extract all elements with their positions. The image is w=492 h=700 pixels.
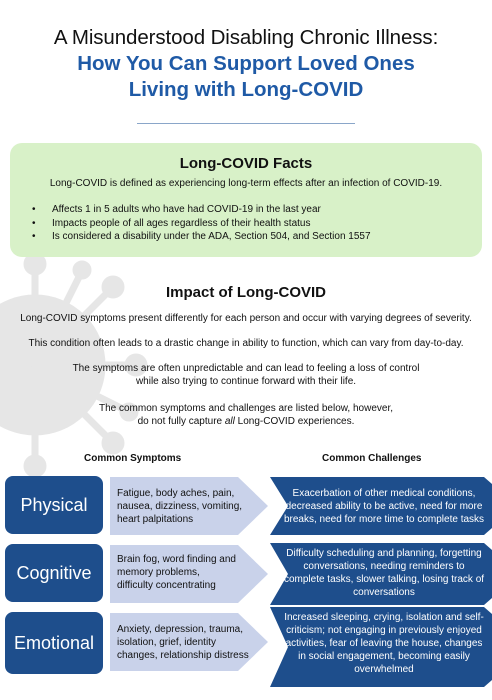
category-label-physical: Physical <box>5 476 103 534</box>
impact-paragraph-3-line-2: while also trying to continue forward with their life. <box>135 376 357 387</box>
facts-list <box>30 203 371 244</box>
row-emotional <box>0 610 492 674</box>
symptom-line: memory problems, <box>117 567 200 578</box>
impact-paragraph-2: This condition often leads to a drastic change in ability to function, which can vary from day-to-day. <box>28 338 464 349</box>
challenge-line: Exacerbation of other medical conditions, <box>292 488 476 499</box>
row-physical <box>0 474 492 538</box>
page-title: A Misunderstood Disabling Chronic Illness: <box>53 26 439 49</box>
challenge-line: in social engagement, becoming easily <box>298 651 470 662</box>
facts-description: Long-COVID is defined as experiencing long-term effects after an infection of COVID-19. <box>49 178 443 189</box>
facts-item: • Impacts people of all ages regardless of their health status <box>30 217 371 231</box>
subtitle-line-2: Living with Long-COVID <box>128 78 364 101</box>
symptoms-text <box>117 553 257 592</box>
impact-paragraph-4-line-2 <box>0 415 492 428</box>
subtitle-line-1: How You Can Support Loved Ones <box>77 52 415 75</box>
challenges-text <box>280 487 488 526</box>
challenges-text <box>280 611 488 676</box>
challenge-line: overwhelmed <box>354 664 414 675</box>
symptoms-header: Common Symptoms <box>84 453 182 464</box>
impact-paragraph-4-line-1: The common symptoms and challenges are listed below, however, <box>98 403 394 414</box>
impact-p4-post: Long-COVID experiences. <box>234 416 355 427</box>
impact-title: Impact of Long-COVID <box>166 284 326 301</box>
impact-p4-emphasis: all <box>224 416 235 427</box>
challenge-line: Difficulty scheduling and planning, forgetting <box>286 548 482 559</box>
symptoms-text <box>117 487 257 526</box>
category-label-emotional: Emotional <box>5 612 103 674</box>
challenge-line: Increased sleeping, crying, isolation and self- <box>284 612 484 623</box>
page-subtitle <box>0 51 492 103</box>
symptom-line: difficulty concentrating <box>117 580 216 591</box>
symptom-line: Brain fog, word finding and <box>117 554 236 565</box>
challenge-line: breaks, need for more time to complete tasks <box>283 514 485 525</box>
challenge-line: conversations <box>353 587 415 598</box>
facts-item: • Affects 1 in 5 adults who have had COVID-19 in the last year <box>30 203 371 217</box>
symptom-line: Fatigue, body aches, pain, <box>117 488 235 499</box>
row-cognitive <box>0 542 492 606</box>
symptom-line: changes, relationship distress <box>117 650 249 661</box>
challenge-line: criticism; not engaging in previously enjoyed <box>286 625 482 636</box>
symptom-line: isolation, grief, identity <box>117 637 216 648</box>
challenges-text <box>280 547 488 599</box>
symptom-line: nausea, dizziness, vomiting, <box>117 501 243 512</box>
challenge-line: conversations, needing reminders to <box>303 561 465 572</box>
impact-paragraph-3-line-1: The symptoms are often unpredictable and can lead to feeling a loss of control <box>72 363 420 374</box>
impact-paragraph-3 <box>0 362 492 388</box>
facts-panel <box>10 143 482 257</box>
challenge-line: activities, fear of leaving the house, changes <box>285 638 483 649</box>
facts-title: Long-COVID Facts <box>179 155 313 172</box>
category-label-cognitive: Cognitive <box>5 544 103 602</box>
challenges-header: Common Challenges <box>322 453 422 464</box>
facts-item: • Is considered a disability under the ADA, Section 504, and Section 1557 <box>30 230 371 244</box>
challenge-line: decreased ability to be active, need for more <box>285 501 483 512</box>
impact-paragraph-4 <box>0 402 492 428</box>
challenge-line: complete tasks, slower talking, losing track of <box>283 574 485 585</box>
symptoms-text <box>117 623 257 662</box>
impact-paragraph-1: Long-COVID symptoms present differently for each person and occur with varying degrees of severity. <box>20 313 472 324</box>
title-divider <box>137 123 355 124</box>
symptom-line: Anxiety, depression, trauma, <box>117 624 243 635</box>
symptom-line: heart palpitations <box>117 514 194 525</box>
impact-p4-pre: do not fully capture <box>137 416 225 427</box>
